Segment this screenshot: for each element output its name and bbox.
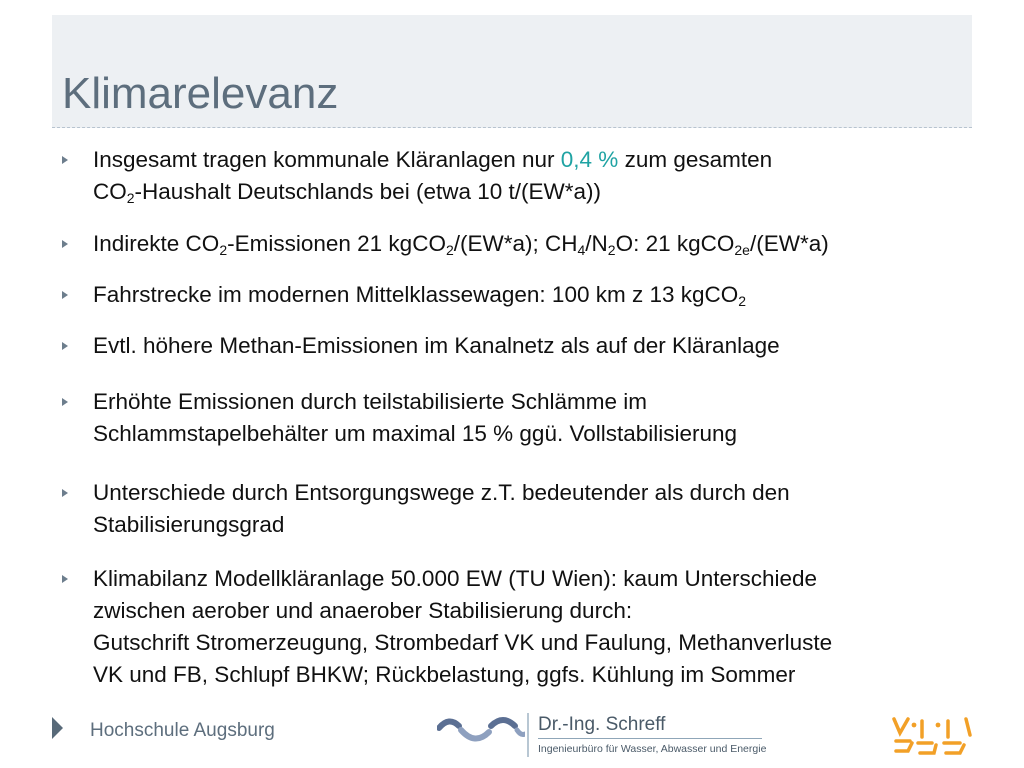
bullet-line: Fahrstrecke im modernen Mittelklassewagen: 100 km z 13 kgCO$_2$ <box>93 282 747 309</box>
bullet-line: Unterschiede durch Entsorgungswege z.T. bedeutender als durch den <box>93 480 790 505</box>
logo-subtitle: Ingenieurbüro für Wasser, Abwasser und Energie <box>538 743 767 755</box>
slide-title: Klimarelevanz <box>62 69 339 118</box>
bullet-arrow-icon <box>62 240 68 248</box>
university-logo-icon <box>888 711 974 759</box>
footer-arrow-icon <box>52 717 63 739</box>
bullet-line: Stabilisierungsgrad <box>93 512 285 537</box>
logo-underline <box>538 738 762 739</box>
footer-institution: Hochschule Augsburg <box>90 720 275 741</box>
wave-logo-icon <box>437 716 525 750</box>
bullet-arrow-icon <box>62 156 68 164</box>
bullet-line: zwischen aerober und anaerober Stabilisierung durch: <box>93 598 633 623</box>
bullet-line: VK und FB, Schlupf BHKW; Rückbelastung, ggfs. Kühlung im Sommer <box>93 662 796 687</box>
bullet-line: Evtl. höhere Methan-Emissionen im Kanalnetz als auf der Kläranlage <box>93 333 780 358</box>
bullet-line: $CO_2$-Haushalt Deutschlands bei (etwa 10 t/(EW*a)) <box>93 179 601 206</box>
bullet-arrow-icon <box>62 291 68 299</box>
bullet-line: Insgesamt tragen kommunale Kläranlagen nur 0,4 % zum gesamten <box>93 147 773 172</box>
logo-divider <box>527 713 529 757</box>
bullet-line: Gutschrift Stromerzeugung, Strombedarf VK und Faulung, Methanverluste <box>93 630 833 655</box>
highlight-value: 0,4 % <box>560 147 619 172</box>
bullet-arrow-icon <box>62 398 68 406</box>
bullet-arrow-icon <box>62 575 68 583</box>
logo-name: Dr.-Ing. Schreff <box>538 714 666 735</box>
bullet-line: Klimabilanz Modellkläranlage 50.000 EW (TU Wien): kaum Unterschiede <box>93 566 818 591</box>
bullet-arrow-icon <box>62 489 68 497</box>
bullet-line: Indirekte $CO_2$-Emissionen 21 kgCO$_2$/(EW*a); $CH_4/N_2O$: 21 kgCO$_{2e}$/(EW*a) <box>93 231 829 258</box>
bullet-line: Schlammstapelbehälter um maximal 15 % ggü. Vollstabilisierung <box>93 421 738 446</box>
bullet-line: Erhöhte Emissionen durch teilstabilisierte Schlämme im <box>93 389 647 414</box>
bullet-arrow-icon <box>62 342 68 350</box>
